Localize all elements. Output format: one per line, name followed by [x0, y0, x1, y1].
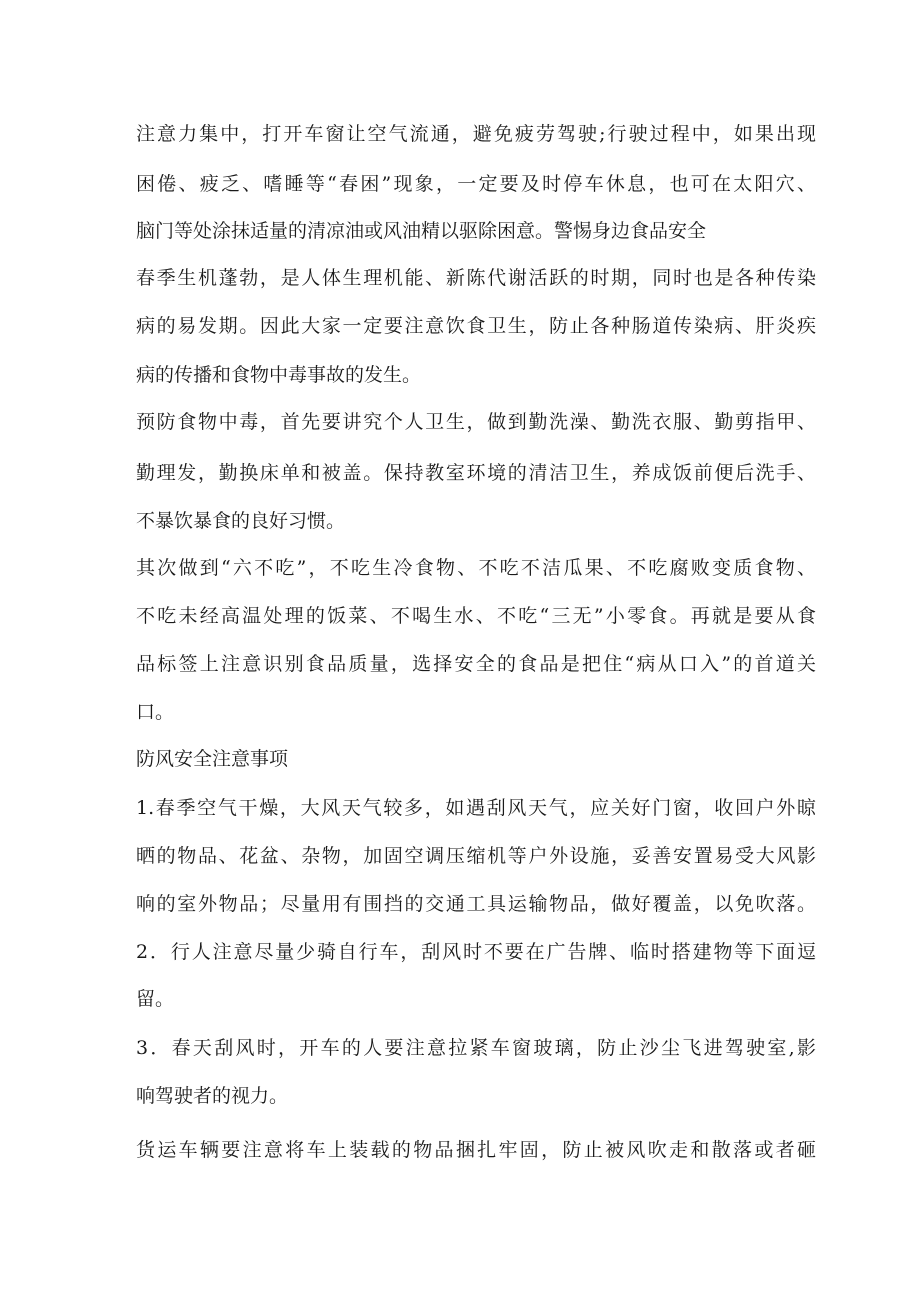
text-line: 响驾驶者的视力。	[136, 1085, 289, 1107]
text-line: 货运车辆要注意将车上装载的物品捆扎牢固，防止被风吹走和散落或者砸	[136, 1139, 816, 1161]
text-line: 1.春季空气干燥，大风天气较多，如遇刮风天气，应关好门窗，收回户外晾	[136, 797, 816, 819]
text-line: 晒的物品、花盆、杂物，加固空调压缩机等户外设施，妥善安置易受大风影	[136, 845, 816, 867]
text-line: 困倦、疲乏、嗜睡等“春困”现象，一定要及时停车休息，也可在太阳穴、	[136, 173, 816, 195]
text-line: 3．春天刮风时，开车的人要注意拉紧车窗玻璃，防止沙尘飞进驾驶室,影	[136, 1037, 816, 1059]
text-line: 响的室外物品；尽量用有围挡的交通工具运输物品，做好覆盖，以免吹落。	[136, 893, 816, 915]
text-line: 留。	[136, 988, 175, 1010]
text-line: 注意力集中，打开车窗让空气流通，避免疲劳驾驶;行驶过程中，如果出现	[136, 123, 816, 145]
text-line: 口。	[136, 701, 175, 723]
text-line: 勤理发，勤换床单和被盖。保持教室环境的清洁卫生，养成饭前便后洗手、	[136, 462, 816, 484]
text-line: 病的易发期。因此大家一定要注意饮食卫生，防止各种肠道传染病、肝炎疾	[136, 315, 816, 337]
text-line: 春季生机蓬勃，是人体生理机能、新陈代谢活跃的时期，同时也是各种传染	[136, 267, 816, 289]
section-heading: 防风安全注意事项	[136, 748, 289, 770]
text-line: 其次做到“六不吃”，不吃生冷食物、不吃不洁瓜果、不吃腐败变质食物、	[136, 557, 816, 579]
text-line: 预防食物中毒，首先要讲究个人卫生，做到勤洗澡、勤洗衣服、勤剪指甲、	[136, 411, 816, 433]
text-line: 不暴饮暴食的良好习惯。	[136, 510, 346, 532]
text-line: 品标签上注意识别食品质量，选择安全的食品是把住“病从口入”的首道关	[136, 653, 816, 675]
text-line: 2．行人注意尽量少骑自行车，刮风时不要在广告牌、临时搭建物等下面逗	[136, 941, 816, 963]
text-line: 病的传播和食物中毒事故的发生。	[136, 364, 422, 386]
text-line: 脑门等处涂抹适量的清凉油或风油精以驱除困意。警惕身边食品安全	[136, 220, 707, 242]
text-line: 不吃未经高温处理的饭菜、不喝生水、不吃“三无”小零食。再就是要从食	[136, 605, 816, 627]
